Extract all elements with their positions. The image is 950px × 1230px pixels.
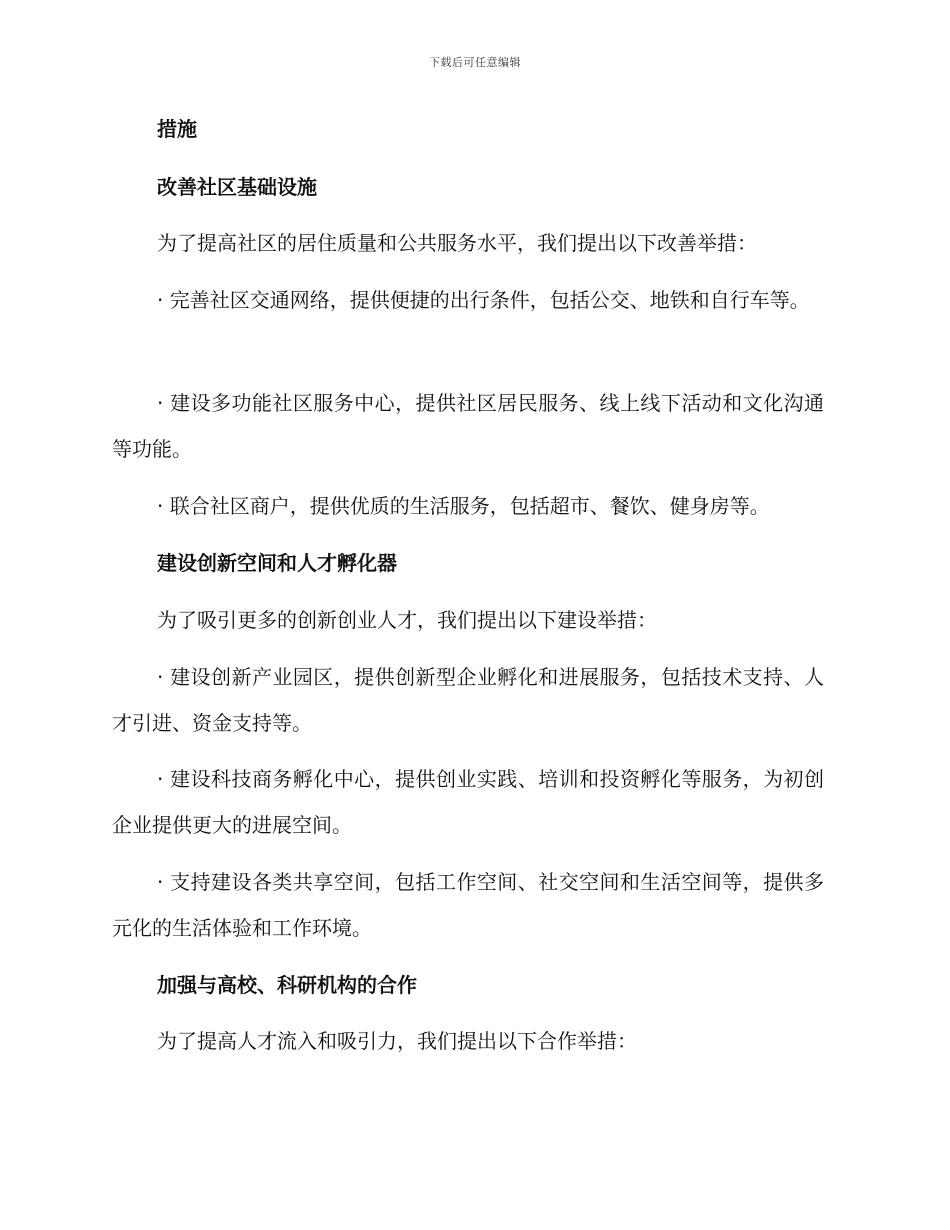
paragraph-innovation-intro: 为了吸引更多的创新创业人才，我们提出以下建设举措： bbox=[157, 608, 657, 632]
bullet-shared-spaces: · 支持建设各类共享空间，包括工作空间、社交空间和生活空间等，提供多元化的生活体验和工作环境。 bbox=[112, 870, 824, 940]
paragraph-cooperation-intro: 为了提高人才流入和吸引力，我们提出以下合作举措： bbox=[157, 1029, 637, 1053]
subsection-heading-infrastructure: 改善社区基础设施 bbox=[157, 175, 317, 199]
bullet-incubation-center: · 建设科技商务孵化中心，提供创业实践、培训和投资孵化等服务，为初创企业提供更大的进展空间。 bbox=[112, 767, 824, 837]
page-header-note: 下载后可任意编辑 bbox=[429, 56, 521, 69]
bullet-service-center: · 建设多功能社区服务中心，提供社区居民服务、线上线下活动和文化沟通等功能。 bbox=[112, 391, 824, 461]
bullet-industrial-park: · 建设创新产业园区，提供创新型企业孵化和进展服务，包括技术支持、人才引进、资金支持等。 bbox=[112, 665, 824, 735]
section-heading-measures: 措施 bbox=[157, 117, 197, 141]
paragraph-infrastructure-intro: 为了提高社区的居住质量和公共服务水平，我们提出以下改善举措： bbox=[157, 231, 757, 255]
subsection-heading-innovation: 建设创新空间和人才孵化器 bbox=[157, 551, 397, 575]
bullet-transport: · 完善社区交通网络，提供便捷的出行条件，包括公交、地铁和自行车等。 bbox=[157, 288, 810, 312]
bullet-merchants: · 联合社区商户，提供优质的生活服务，包括超市、餐饮、健身房等。 bbox=[157, 494, 770, 518]
subsection-heading-cooperation: 加强与高校、科研机构的合作 bbox=[157, 973, 417, 997]
